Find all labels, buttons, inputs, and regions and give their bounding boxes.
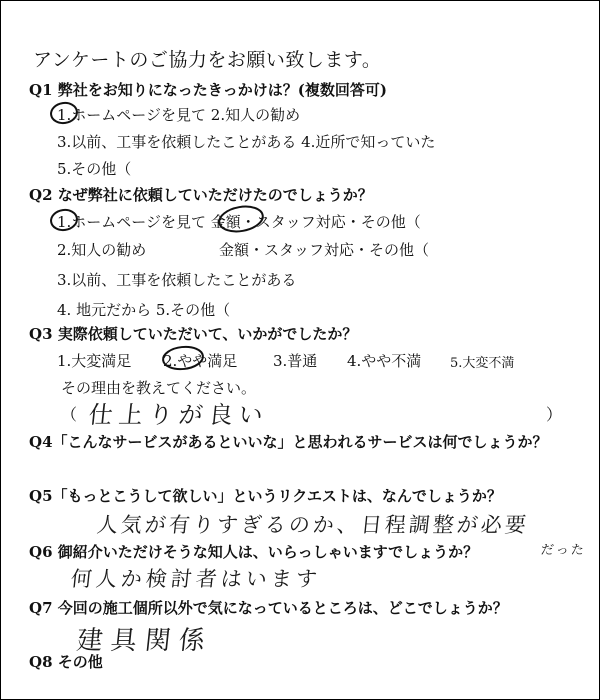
q3-option-3: 3.普通 <box>273 352 318 370</box>
q3-open-paren: （ <box>61 405 78 424</box>
q3-close-paren: ） <box>546 405 563 424</box>
q2-options-row-3: 3.以前、工事を依頼したことがある <box>57 271 297 289</box>
question-7: Q7 今回の施工個所以外で気になっているところは、どこでしょうか？ <box>29 599 508 617</box>
question-2: Q2 なぜ弊社に依頼していただけたのでしょうか？ <box>29 186 373 204</box>
q5-handwritten-answer-tail: だった <box>540 543 587 558</box>
q7-handwritten-answer: 建具関係 <box>75 626 215 656</box>
q3-option-5: 5.大変不満 <box>450 356 515 371</box>
q3-option-2: 2.やや満足 <box>163 352 238 370</box>
q3-handwritten-answer: 仕上りが良い <box>87 401 271 429</box>
q3-option-4: 4.やや不満 <box>347 352 422 370</box>
q6-handwritten-answer: 何人か検討者はいます <box>69 567 323 591</box>
q3-reason-prompt: その理由を教えてください。 <box>61 379 257 397</box>
q5-handwritten-answer: 人気が有りすぎるのか、日程調整が必要 <box>95 513 531 537</box>
page-title: アンケートのご協力をお願い致します。 <box>33 49 382 71</box>
q2-options-row-1: 1.ホームページを見て 金額・スタッフ対応・その他（ <box>57 213 421 231</box>
q2-options-row-2a: 2.知人の勧め <box>57 241 147 259</box>
question-4: Q4「こんなサービスがあるといいな」と思われるサービスは何でしょうか？ <box>29 433 548 451</box>
question-8: Q8 その他 <box>29 653 103 671</box>
q2-options-row-2b: 金額・スタッフ対応・その他（ <box>219 241 430 259</box>
q3-option-1: 1.大変満足 <box>57 352 132 370</box>
q1-options-row-1: 1.ホームページを見て 2.知人の勧め <box>57 106 301 124</box>
q1-options-row-2: 3.以前、工事を依頼したことがある 4.近所で知っていた <box>57 133 436 151</box>
question-1: Q1 弊社をお知りになったきっかけは？(複数回答可) <box>29 81 387 99</box>
q1-options-row-3: 5.その他（ <box>57 160 132 178</box>
q2-options-row-4: 4. 地元だから 5.その他（ <box>57 301 231 319</box>
question-3: Q3 実際依頼していただいて、いかがでしたか？ <box>29 325 358 343</box>
question-6: Q6 御紹介いただけそうな知人は、いらっしゃいますでしょうか？ <box>29 543 479 561</box>
question-5: Q5「もっとこうして欲しい」というリクエストは、なんでしょうか？ <box>29 487 502 505</box>
